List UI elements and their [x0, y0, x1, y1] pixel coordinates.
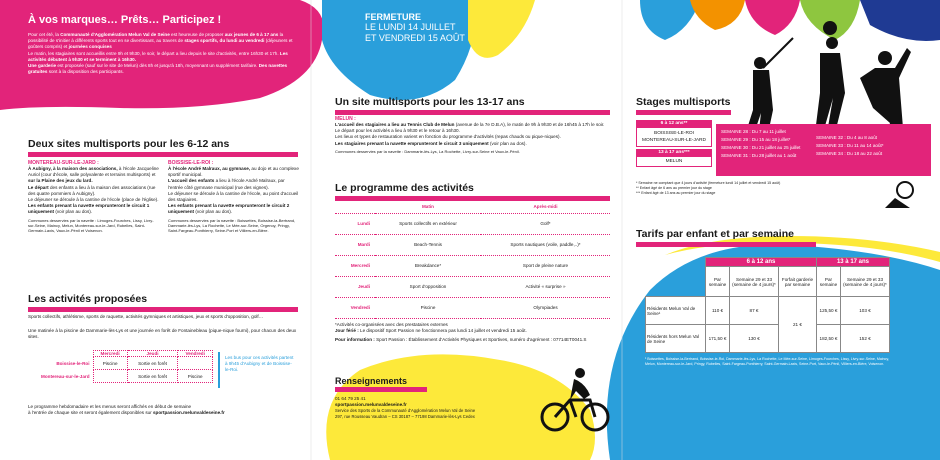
contact-block: Renseignements 01 64 79 25 41 sportpassion.melunvaldeseine.fr Service des Sports de la Communauté d'Agglomération Melun Val de Seine 297, rue Rousseau Vaudran – CS 30187 – 77198 Dammarie-lès-Lys Cedex	[335, 376, 555, 420]
contact-website[interactable]: sportpassion.melunvaldeseine.fr	[335, 402, 407, 408]
hero-title: À vos marques… Prêts… Participez !	[28, 14, 222, 26]
hero-paragraph-1: Pour cet été, la Communauté d'Agglomération Melun Val de Seine est heureuse de proposer aux jeunes de 6 à 17 ans la possibilité de s'initier à différents sports tout en se divertissant, au travers de stages sportifs, du lundi au vendredi (déjeuners et goûters compris) et journées conquises	[28, 32, 293, 50]
stages-underline	[636, 110, 731, 115]
site-montereau: MONTEREAU-SUR-LE-JARD : À Aubigny, à la maison des associations, à l'école Jacqueline Auriol (cour d'école, salle polyvalente et terrains multisports) et sur la Plaine des jeux du lard. Le départ des enfants a lieu à la maison des associations (rue des quatre pommiers à Aubigny). Le déjeuner se déroule à la cantine de l'école (place de l'église). Les enfants prenant la navette emprunteront le circuit 1 uniquement (voir plan au dos). Communes desservies par la navette : Limoges-Fourches, Lissy, Livry-sur-Seine, Maincy, Melun, Montereau-sur-le-Jard, Rubelles, Saint-Germain-Laxis, Vaux-le-Pénil et Voisenon.	[28, 160, 159, 234]
tarifs-footnote: ¹ Boissettes, Boissise-la-Bertrand, Boissise-le-Roi, Dammarie-lès-Lys, La Rochette, Le Mée-sur-Seine, Limoges-Fourches, Lissy, Livry-sur-Seine, Maincy, Melun, Montereau-sur-le-Jard, Pringy, Rubelles, Saint-Fargeau-Ponthierry, Saint-Germain-Laxis, Seine-Port, Vaux-le-Pénil, Villiers-en-Bière, Voisenon.	[645, 357, 889, 366]
site-boissise-name: BOISSISE-LE-ROI :	[168, 160, 214, 166]
program-row: Jeudi Sport d'opposition Activité « surprise »	[335, 276, 610, 297]
yellow-shape-top	[468, 0, 535, 58]
tarifs-underline	[636, 242, 816, 247]
site-boissise: BOISSISE-LE-ROI : À l'école André Malraux, au gymnase, au dojo et au complexe sportif municipal. L'accueil des enfants a lieu à l'école André Malraux, par l'entrée côté gymnase municipal (rue des vignes). Le déjeuner se déroule à la cantine de l'école, au point d'accueil des stagiaires. Les enfants prenant la navette emprunteront le circuit 2 uniquement (voir plan au dos). Communes desservies par la navette : Boissettes, Boissise-la-Bertrand, Dammarie-lès-Lys, La Rochette, Le Mée-sur-Seine, Orgenoy, Pringy, Saint-Fargeau-Ponthierry, Seine-Port et Villiers-en-Bière.	[168, 160, 299, 234]
program-title: Le programme des activités	[335, 182, 474, 194]
closure-title: FERMETURE	[365, 12, 421, 22]
activities-title: Les activités proposées	[28, 293, 148, 305]
basketball-player-icon	[815, 21, 845, 133]
cyclist-icon	[540, 365, 610, 435]
program-row: Vendredi Piscine Olympiades	[335, 297, 610, 318]
tarif-row: Résidents Melun Val de Seine¹ 110 € 87 € 21 € 125,50 € 103 €	[646, 297, 890, 325]
program-table: Matin Après-midi Lundi Sports collectifs en extérieur Golf* Mardi Beach-Tennis Sports nautiques (voile, paddle,..)* Mercredi Breakdance* Sport de pleine nature Jeudi Sport d'opposition Activité « surprise » Vendredi Piscine Olympiades	[335, 200, 610, 319]
stages-age-groups: 6 à 12 ans** BOISSISE-LE-ROI MONTEREAU-SUR-LE-JARD 13 à 17 ans*** MELUN	[636, 120, 712, 167]
note-bar	[218, 352, 220, 388]
s1317-block: MELUN : L'accueil des stagiaires a lieu au Tennis Club de Melun (avenue de la 7e D.B.A), le matin de 9h à 9h30 et de 16h45 à 17h le soir. Le départ pour les activités a lieu à 9h30 et le retour à 16h30. Les lieux et types de restauration varient en fonction du programme d'activités (repas chauds ou pique-niques). Les stagiaires prenant la navette emprunteront le circuit 3 uniquement (voir plan au dos). Communes desservies par la navette : Dammarie-lès-Lys, La Rochette, Livry-sur-Seine et Vaux-le-Pénil.	[335, 116, 605, 154]
program-row: Mercredi Breakdance* Sport de pleine nature	[335, 255, 610, 276]
activities-text-2: Une matinée à la piscine de Dammarie-lès-Lys et une journée en forêt de Fontainebleau (pique-nique fourni), pour chacun des deux sites.	[28, 328, 297, 340]
activities-underline	[28, 307, 298, 312]
hero-paragraph-3: Une garderie est proposée (sauf sur le site de Melun) dès 8h et jusqu'à 18h, moyennant un supplément tarifaire. Des navettes gratuites sont à la disposition des participants.	[28, 62, 288, 75]
tennis-player-icon	[885, 182, 913, 208]
stages-footnotes: * Semaine ne comptant que 4 jours d'activité (fermeture lundi 14 juillet et vendredi 15 août) ** Enfant âgé de 6 ans au premier jour du stage *** Enfant âgé de 13 ans au premier jour du stage	[636, 181, 781, 195]
closure-block: FERMETURE LE LUNDI 14 JUILLET ET VENDREDI 15 AOÛT	[365, 12, 475, 43]
tarifs-table: 6 à 12 ans 13 à 17 ans Par semaine Semaine 29 et 33 (semaine de 4 jours)* Forfait garderie par semaine Par semaine Semaine 29 et 33 (semaine de 4 jours)* Résidents Melun Val de Seine¹ 110 € 87 € 21 € 125,50 € 103 € Résidents hors Melun Val de Seine 171,50 € 130 € 182,50 € 152 €	[645, 257, 890, 353]
activities-table: Mercredi Jeudi Vendredi Boissise-le-Roi Piscine Sortie en forêt Montereau-sur-le-Jard Sortie en forêt Piscine	[28, 350, 213, 383]
hero-paragraph-2: Le matin, les stagiaires sont accueillis entre 9h et 9h30, le soir, le départ a lieu depuis le site d'activités, entre 16h30 et 17h. Les activités débutent à 9h30 et se terminent à 16h30.	[28, 50, 288, 62]
stages-weeks: SEMAINE 28 : Du 7 au 11 juillet SEMAINE 29 : Du 15 au 18 juillet* SEMAINE 30 : Du 21 juillet au 25 juillet SEMAINE 31 : Du 28 juillet au 1 août SEMAINE 32 : Du 4 au 8 août SEMAINE 33 : Du 11 au 14 août* SEMAINE 34 : Du 18 au 22 août	[716, 124, 931, 176]
s612-title: Deux sites multisports pour les 6-12 ans	[28, 138, 230, 150]
tarif-row: Résidents hors Melun Val de Seine 171,50 € 130 € 182,50 € 152 €	[646, 325, 890, 353]
s612-underline	[28, 152, 298, 157]
bus-note: Les bus pour ces activités partent à 9h45 d'Aubigny et de Boissise-le-Roi.	[225, 355, 294, 373]
s1317-underline	[335, 110, 610, 115]
stages-title: Stages multisports	[636, 96, 731, 108]
hero-block	[28, 14, 298, 75]
activities-footer: Le programme hebdomadaire et les menus seront affichés en début de semaine à l'entrée de chaque site et seront également disponibles sur sportpassion.melunvaldeseine.fr	[28, 404, 225, 416]
activities-text-1: Sports collectifs, athlétisme, sports de raquette, activités gymniques et artistiques, jeux et sports d'opposition, golf…	[28, 314, 264, 319]
blue-blob	[640, 0, 700, 40]
program-row: Mardi Beach-Tennis Sports nautiques (voile, paddle,..)*	[335, 234, 610, 255]
s1317-title: Un site multisports pour les 13-17 ans	[335, 96, 525, 108]
site-montereau-name: MONTEREAU-SUR-LE-JARD :	[28, 160, 99, 166]
tarifs-title: Tarifs par enfant et par semaine	[636, 228, 794, 240]
athletes-illustration	[735, 18, 940, 208]
contact-title: Renseignements	[335, 376, 408, 386]
contact-phone[interactable]: 01 64 79 25 41	[335, 396, 366, 401]
program-notes: *Activités co-organisées avec des prestataires externes Jour férié : Le dispositif Sport Passion ne fonctionnera pas lundi 14 juillet et vendredi 15 août. Pour information : Sport Passion : Établissement d'Activités Physiques et Sportives, numéro d'agrément : 07714ET0041.S	[335, 322, 587, 343]
program-row: Lundi Sports collectifs en extérieur Golf*	[335, 213, 610, 234]
